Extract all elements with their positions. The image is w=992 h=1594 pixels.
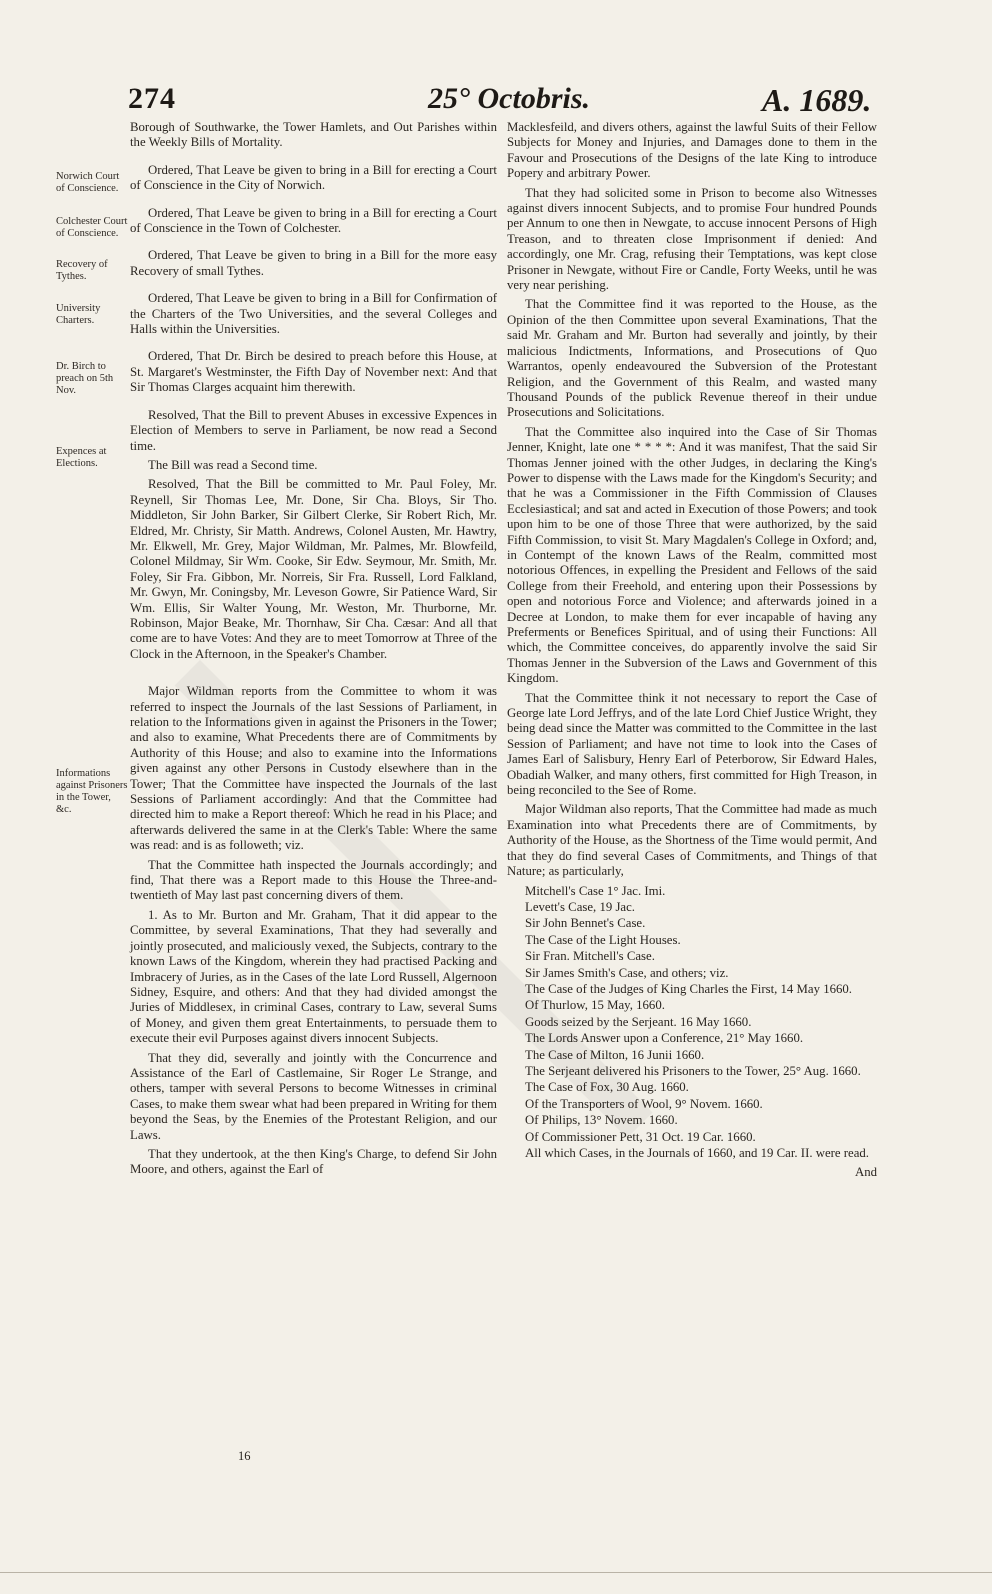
precedent-item: Sir James Smith's Case, and others; viz. <box>525 965 729 980</box>
paragraph: Resolved, That the Bill be committed to Mr. Paul Foley, Mr. Reynell, Sir Thomas Lee, Mr. Done, Sir Cha. Bloys, Sir Tho. Middleton, Sir John Barker, Sir Gilbert Clerke, Sir Robert Rich, Mr. Eldred, Mr. Christy, Sir Matth. Andrews, Colonel Austen, Mr. Hawtry, Mr. Elkwell, Mr. Grey, Major Wildman, Mr. Palmes, Mr. Blowfeild, Colonel Mildmay, Sir Wm. Cooke, Sir Edw. Seymour, Mr. Smith, Mr. Foley, Sir Fra. Gibbon, Mr. Norreis, Sir Fra. Russell, Lord Falkland, Mr. Gwyn, Mr. Coningsby, Mr. Leveson Gowre, Sir Patience Ward, Sir Wm. Ellis, Sir Walter Young, Mr. Weston, Mr. Thurborne, Mr. Robinson, Major Beake, Mr. Thornhaw, Sir Cha. Cæsar: And all that come are to have Votes: And they are to meet Tomorrow at Three of the Clock in the Afternoon, in the Speaker's Chamber. <box>130 477 497 661</box>
precedent-item: The Serjeant delivered his Prisoners to the Tower, 25° Aug. 1660. <box>525 1063 861 1078</box>
precedent-item: The Lords Answer upon a Conference, 21° May 1660. <box>525 1031 804 1046</box>
precedent-item: Of Thurlow, 15 May, 1660. <box>525 998 665 1013</box>
right-column <box>507 120 877 1185</box>
closing-paragraph: All which Cases, in the Journals of 1660, and 19 Car. II. were read. <box>525 1146 870 1160</box>
margin-note-tythes: Recovery of Tythes. <box>56 259 108 282</box>
precedent-item: Sir Fran. Mitchell's Case. <box>525 949 655 964</box>
bottom-rule <box>0 1572 992 1573</box>
margin-note-universities: University Charters. <box>56 303 101 326</box>
precedent-item: Levett's Case, 19 Jac. <box>525 899 635 914</box>
paragraph: The Bill was read a Second time. <box>148 457 318 472</box>
margin-note-elections: Expences at Elections. <box>56 446 107 469</box>
page-number: 274 <box>128 82 176 115</box>
margin-note-informations: Informations against Prisoners in the Tower, &c. <box>56 768 128 815</box>
paragraph: Ordered, That Leave be given to bring in a Bill for Confirmation of the Charters of the Two Universities, and the several Colleges and Halls within the Universities. <box>130 291 497 337</box>
paragraph: 1. As to Mr. Burton and Mr. Graham, That it did appear to the Committee, by several Examinations, That they had severally and jointly prosecuted, and maliciously vexed, the Subjects, contrary to the known Laws of the Kingdom, wherein they had practised Packing and Imbracery of Juries, as in the Cases of the late Lord Russell, Algernoon Sidney, Esquire, and others: And that they had divided amongst the Juries of Middlesex, in criminal Cases, contrary to Law, several Sums of Money, and given them great Entertainments, to persuade them to execute their evil Purposes against divers innocent Subjects. <box>130 907 497 1046</box>
catchword: And <box>854 1165 877 1180</box>
paragraph: That they had solicited some in Prison to become also Witnesses against divers innocent Subjects, and to promise Four hundred Pounds per Annum to one then in Newgate, to accuse innocent Persons of High Treason, and to threaten close Imprisonment if denied: And accordingly, one Mr. Crag, refusing their Temptations, was kept close Prisoner in Newgate, without Fire or Candle, Forty Weeks, until he was very near perishing. <box>507 185 877 293</box>
margin-note-colchester: Colchester Court of Conscience. <box>56 216 128 239</box>
margin-note-dr-birch: Dr. Birch to preach on 5th Nov. <box>56 361 114 396</box>
precedent-item: Of Philips, 13° Novem. 1660. <box>525 1113 678 1128</box>
paragraph: That the Committee also inquired into the Case of Sir Thomas Jenner, Knight, late one * * * *: And it was manifest, That the said Sir Thomas Jenner joined with the other Judges, in declaring the King's Power to dispense with the Laws made for the Kingdom's Security; and that he was a Commissioner in the Fifth Commission of Clauses Ecclesiastical; and sat and acted in Execution of those Powers; and took upon him to be one of those Three that were authorized, by the said Fifth Commission, to visit St. Mary Magdalen's College in Oxford; and, in Contempt of the known Laws of the Realm, committed most notorious Offences, in expelling the President and Fellows of the said College from their Freehold, and entering upon their Possessions by open and notorious Force and Violence; and afterwards joined in a Decree at London, to make them for ever incapable of having any Preferments or Benefices Spiritual, and of using their Functions: All which, the Committee conceives, do apparently involve the said Sir Thomas Jenner in the Subversion of the Laws and Government of this Kingdom. <box>507 424 877 686</box>
page-year-heading: A. 1689. <box>762 82 872 118</box>
paragraph: That the Committee find it was reported to the House, as the Opinion of the then Committee upon several Examinations, That the said Mr. Graham and Mr. Burton had severally and jointly, by their malicious Indictments, Informations, and Prosecutions of Quo Warrantos, openly endeavoured the Subversion of the Protestant Religion, and the Government of this Realm, and wasted many Thousand Pounds of the publick Revenue thereof in their undue Prosecutions and Solicitations. <box>507 297 877 420</box>
precedent-item: Of Commissioner Pett, 31 Oct. 19 Car. 1660. <box>525 1129 756 1144</box>
page-date-heading: 25° Octobris. <box>428 82 590 115</box>
signature-mark: 16 <box>238 1449 251 1463</box>
paragraph: Ordered, That Leave be given to bring in a Bill for erecting a Court of Conscience in the City of Norwich. <box>130 162 497 193</box>
precedent-item: Mitchell's Case 1° Jac. Imi. <box>525 883 666 898</box>
precedent-item: Goods seized by the Serjeant. 16 May 1660. <box>525 1014 752 1029</box>
precedent-item: The Case of Milton, 16 Junii 1660. <box>525 1047 705 1062</box>
paragraph: That the Committee think it not necessary to report the Case of George late Lord Jeffrys, and of the late Lord Chief Justice Wright, they being dead since the Matter was committed to the Committee in the last Session of Parliament; and have not time to look into the Cases of James Earl of Salisbury, Henry Earl of Peterborow, Sir Edward Hales, Obadiah Walker, and many others, first committed for High Treason, in being reconciled to the See of Rome. <box>507 690 877 798</box>
paragraph: Ordered, That Leave be given to bring in a Bill for erecting a Court of Conscience in the Town of Colchester. <box>130 205 497 236</box>
paragraph: Ordered, That Dr. Birch be desired to preach before this House, at St. Margaret's Westminster, the Fifth Day of November next: And that Sir Thomas Clarges acquaint him therewith. <box>130 349 497 395</box>
paragraph: Borough of Southwarke, the Tower Hamlets, and Out Parishes within the Weekly Bills of Mortality. <box>130 120 497 150</box>
paragraph: Resolved, That the Bill to prevent Abuses in excessive Expences in Election of Members to serve in Parliament, be now read a Second time. <box>130 407 497 453</box>
precedent-item: The Case of Fox, 30 Aug. 1660. <box>525 1080 689 1095</box>
paragraph: Major Wildman reports from the Committee to whom it was referred to inspect the Journals of the last Sessions of Parliament, in relation to the Informations given in against the Prisoners in the Tower; and also to examine, What Precedents there are of Commitments by Authority of this House; and also to examine into the Informations given against any other Persons in Custody elsewhere than in the Tower; That the Committee have inspected the Journals of the last Sessions of Parliament accordingly: And that the Committee had directed him to make a Report thereof: Which he read in his Place; and afterwards delivered the same in at the Clerk's Table: Where the same was read: and is as followeth; viz. <box>130 684 497 853</box>
precedent-item: Sir John Bennet's Case. <box>525 916 646 931</box>
precedent-item: The Case of the Judges of King Charles the First, 14 May 1660. <box>525 981 852 996</box>
paragraph: That the Committee hath inspected the Journals accordingly; and find, That there was a Report made to this House the Three-and-twentieth of May last past concerning divers of them. <box>130 857 497 903</box>
left-column <box>130 120 497 1182</box>
margin-note-norwich: Norwich Court of Conscience. <box>56 171 120 194</box>
paragraph: Major Wildman also reports, That the Committee had made as much Examination into what Precedents there are of Commitments, by Authority of the House, as the Shortness of the Time would permit, And that they do find several Cases of Commitments, and Things of that Nature; as particularly, <box>507 802 877 879</box>
precedent-item: Of the Transporters of Wool, 9° Novem. 1660. <box>525 1096 763 1111</box>
precedent-item: The Case of the Light Houses. <box>525 932 681 947</box>
paragraph: Ordered, That Leave be given to bring in a Bill for the more easy Recovery of small Tythes. <box>130 248 497 278</box>
paragraph: That they did, severally and jointly with the Concurrence and Assistance of the Earl of Castlemaine, Sir Roger Le Strange, and others, tamper with several Persons to become Witnesses in criminal Cases, to make them swear what had been prepared in Writing for them beyond the Seas, by the Enemies of the Protestant Religion, and our Laws. <box>130 1050 497 1142</box>
paragraph: That they undertook, at the then King's Charge, to defend Sir John Moore, and others, against the Earl of <box>130 1146 497 1177</box>
paragraph: Macklesfeild, and divers others, against the lawful Suits of their Fellow Subjects for Money and Injuries, and Damages done to them in the Favour and Prosecutions of the Designs of the late King to introduce Popery and arbitrary Power. <box>507 120 877 181</box>
